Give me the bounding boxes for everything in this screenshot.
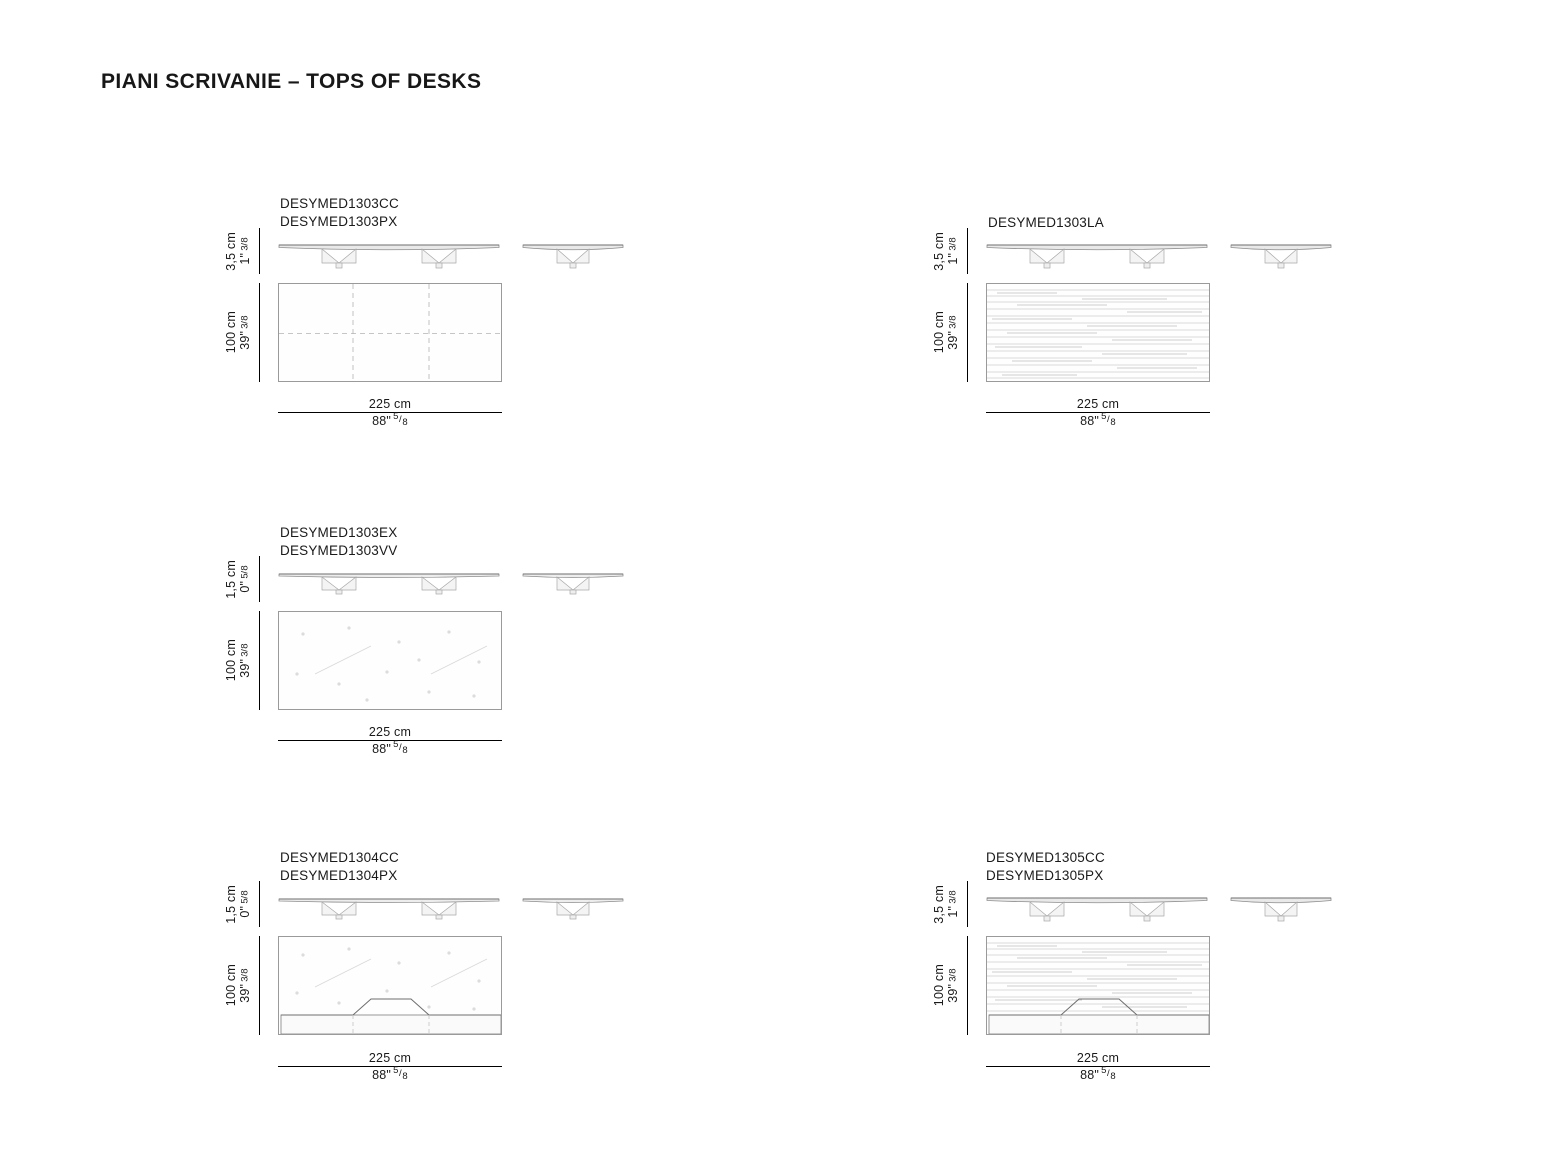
thickness-inch: 0" 5 / 8 [238,565,252,593]
plan-view [278,936,502,1035]
width-dimension [278,396,502,429]
product-code: DESYMED1305PX [986,868,1104,883]
width-cm: 225 cm [1076,397,1120,411]
product-code: DESYMED1305CC [986,850,1105,865]
depth-inch: 39" 3 / 8 [946,315,960,350]
depth-inch: 39" 3 / 8 [238,643,252,678]
product-code: DESYMED1303CC [280,196,399,211]
width-dimension [986,1050,1210,1083]
side-elevation-view [521,566,625,598]
thickness-cm: 3,5 cm [224,231,238,271]
depth-dimension [224,611,260,710]
width-inch: 88" 5 / 8 [1080,1065,1116,1082]
thickness-cm: 3,5 cm [932,884,946,924]
plan-view [278,283,502,382]
depth-cm: 100 cm [932,311,946,354]
thickness-dimension [224,228,260,274]
depth-inch: 39" 3 / 8 [238,968,252,1003]
product-code: DESYMED1303EX [280,525,398,540]
plan-view [986,936,1210,1035]
depth-inch: 39" 3 / 8 [238,315,252,350]
width-cm: 225 cm [1076,1051,1120,1065]
thickness-cm: 1,5 cm [224,559,238,599]
depth-inch: 39" 3 / 8 [946,968,960,1003]
depth-cm: 100 cm [224,964,238,1007]
product-codes [988,214,1104,232]
width-inch: 88" 5 / 8 [372,411,408,428]
side-elevation-view [521,238,625,270]
product-code: DESYMED1303VV [280,543,398,558]
thickness-dimension [932,881,968,927]
product-code: DESYMED1304PX [280,868,398,883]
elevation-view [277,891,501,923]
product-codes [280,524,397,560]
width-inch: 88" 5 / 8 [372,739,408,756]
depth-dimension [224,936,260,1035]
depth-dimension [932,936,968,1035]
width-inch: 88" 5 / 8 [1080,411,1116,428]
product-code: DESYMED1303PX [280,214,398,229]
thickness-cm: 1,5 cm [224,884,238,924]
thickness-inch: 1" 3 / 8 [946,890,960,918]
thickness-inch: 1" 3 / 8 [238,237,252,265]
width-cm: 225 cm [368,1051,412,1065]
side-elevation-view [1229,891,1333,923]
width-dimension [278,1050,502,1083]
thickness-dimension [224,556,260,602]
width-dimension [278,724,502,757]
thickness-inch: 0" 5 / 8 [238,890,252,918]
thickness-cm: 3,5 cm [932,231,946,271]
elevation-view [985,238,1209,270]
side-elevation-view [1229,238,1333,270]
page-title: PIANI SCRIVANIE – TOPS OF DESKS [101,70,482,93]
product-codes [280,849,399,885]
side-elevation-view [521,891,625,923]
depth-cm: 100 cm [224,639,238,682]
elevation-view [985,891,1209,923]
product-code: DESYMED1304CC [280,850,399,865]
depth-dimension [224,283,260,382]
plan-view [278,611,502,710]
width-dimension [986,396,1210,429]
depth-cm: 100 cm [932,964,946,1007]
product-codes [986,849,1105,885]
plan-view [986,283,1210,382]
product-code: DESYMED1303LA [988,215,1104,230]
width-cm: 225 cm [368,397,412,411]
elevation-view [277,566,501,598]
product-codes [280,195,399,231]
depth-cm: 100 cm [224,311,238,354]
width-inch: 88" 5 / 8 [372,1065,408,1082]
thickness-inch: 1" 3 / 8 [946,237,960,265]
elevation-view [277,238,501,270]
width-cm: 225 cm [368,725,412,739]
thickness-dimension [932,228,968,274]
depth-dimension [932,283,968,382]
thickness-dimension [224,881,260,927]
